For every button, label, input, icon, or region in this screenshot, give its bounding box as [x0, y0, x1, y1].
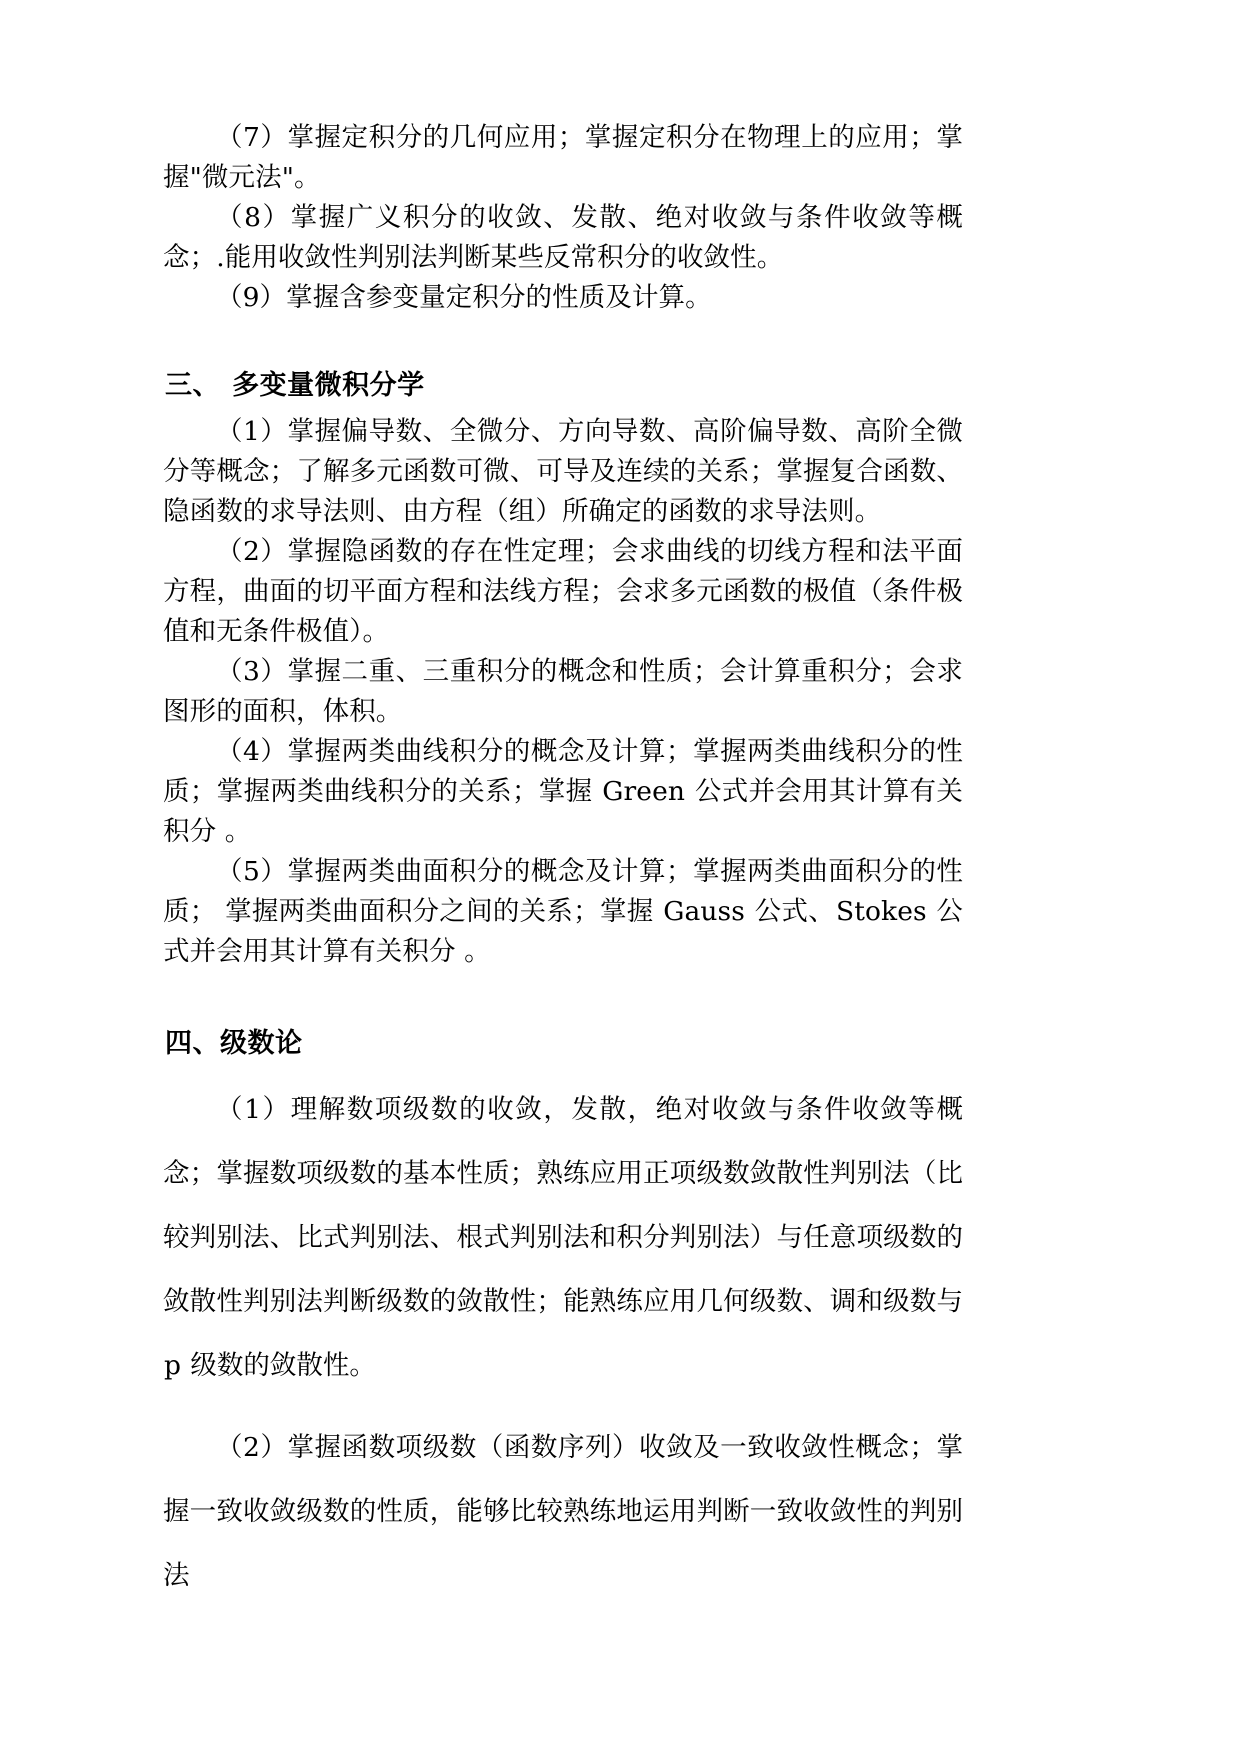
- paragraph-sec3-item-3: （3）掌握二重、三重积分的概念和性质；会计算重积分；会求图形的面积，体积。: [163, 656, 963, 727]
- stokes-formula-label: Stokes: [836, 896, 927, 927]
- paragraph-item-9: （9）掌握含参变量定积分的性质及计算。: [216, 282, 712, 313]
- section-two-tail-block: [163, 118, 963, 318]
- page-content: [163, 118, 963, 1622]
- section-three-title: 多变量微积分学: [232, 370, 425, 401]
- paragraph-sec3-item-4: [163, 732, 963, 852]
- sec3-item5-text-before-gauss: （5）掌握两类曲面积分的概念及计算；掌握两类曲面积分的性质； 掌握两类曲面积分之间的关系；掌握: [163, 856, 963, 927]
- section-three-number: 三、: [165, 370, 220, 401]
- section-four-number: 四、: [165, 1028, 220, 1059]
- paragraph-item-7: （7）掌握定积分的几何应用；掌握定积分在物理上的应用；掌握"微元法"。: [163, 122, 963, 193]
- section-four-body: [163, 1078, 963, 1608]
- paragraph-item-8: （8）掌握广义积分的收敛、发散、绝对收敛与条件收敛等概念；.能用收敛性判别法判断某些反常积分的收敛性。: [163, 202, 963, 273]
- sec3-item5-text-after-stokes: 公式并会用其计算有关积分 。: [163, 896, 964, 967]
- sec3-item4-text-before-green: （4）掌握两类曲线积分的概念及计算；掌握两类曲线积分的性质；掌握两类曲线积分的关系；掌握: [163, 736, 963, 807]
- section-four-title: 级数论: [220, 1028, 303, 1059]
- paragraph-sec4-item-2: （2）掌握函数项级数（函数序列）收敛及一致收敛性概念；掌握一致收敛级数的性质，能够比较熟练地运用判断一致收敛性的判别法: [163, 1432, 963, 1591]
- paragraph-sec3-item-5: [163, 852, 963, 972]
- section-heading-four: [163, 1024, 963, 1064]
- paragraph-sec3-item-2: （2）掌握隐函数的存在性定理；会求曲线的切线方程和法平面方程，曲面的切平面方程和法线方程；会求多元函数的极值（条件极值和无条件极值）。: [163, 536, 963, 647]
- gauss-formula-label: Gauss: [663, 896, 745, 927]
- paragraph-sec3-item-1: （1）掌握偏导数、全微分、方向导数、高阶偏导数、高阶全微分等概念；了解多元函数可微、可导及连续的关系；掌握复合函数、隐函数的求导法则、由方程（组）所确定的函数的求导法则。: [163, 416, 963, 527]
- sec4-item1-text-before-p: （1）理解数项级数的收敛，发散，绝对收敛与条件收敛等概念；掌握数项级数的基本性质；熟练应用正项级数敛散性判别法（比较判别法、比式判别法、根式判别法和积分判别法）与任意项级数的敛散性判别法判断级数的敛散性；能熟练应用几何级数、调和级数与: [163, 1094, 963, 1317]
- sec4-item1-text-after-p: 级数的敛散性。: [181, 1350, 376, 1381]
- p-series-label: p: [164, 1350, 181, 1381]
- sec3-item5-text-between: 公式、: [745, 896, 835, 927]
- sec3-item4-text-after-green: 公式并会用其计算有关积分 。: [163, 776, 964, 847]
- paragraph-sec4-item-1: [163, 1078, 963, 1398]
- section-three-body: [163, 412, 963, 972]
- section-heading-three: [163, 366, 963, 406]
- green-formula-label: Green: [602, 776, 686, 807]
